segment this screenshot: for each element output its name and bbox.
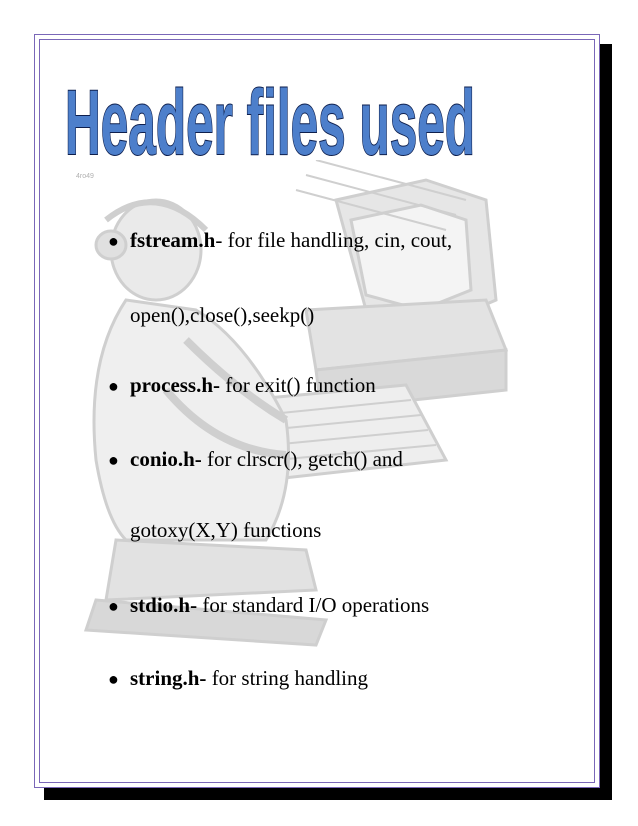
header-description: for clrscr(), getch() and — [201, 447, 403, 471]
header-description: for exit() function — [220, 373, 376, 397]
page-title — [50, 72, 490, 172]
header-description: for standard I/O operations — [197, 593, 430, 617]
header-name: conio.h- — [130, 447, 202, 471]
list-item — [108, 447, 403, 472]
list-item — [108, 373, 376, 398]
header-name: string.h- — [130, 666, 207, 690]
bullet-icon: ● — [108, 376, 119, 396]
header-description: for string handling — [206, 666, 368, 690]
bullet-icon: ● — [108, 596, 119, 616]
header-name: stdio.h- — [130, 593, 198, 617]
list-item — [108, 228, 452, 253]
list-item — [108, 666, 368, 691]
bullet-icon: ● — [108, 669, 119, 689]
list-item — [108, 593, 429, 618]
header-name: fstream.h — [130, 228, 216, 252]
list-item-continuation: gotoxy(X,Y) functions — [130, 518, 322, 542]
bullet-icon: ● — [108, 231, 119, 251]
header-description: - for file handling, cin, cout, — [215, 228, 453, 252]
svg-text:Header files used: Header files used — [65, 72, 475, 172]
clipart-caption: 4ro49 — [76, 173, 94, 180]
header-name: process.h- — [130, 373, 221, 397]
list-item-continuation: open(),close(),seekp() — [130, 303, 315, 327]
bullet-icon: ● — [108, 450, 119, 470]
